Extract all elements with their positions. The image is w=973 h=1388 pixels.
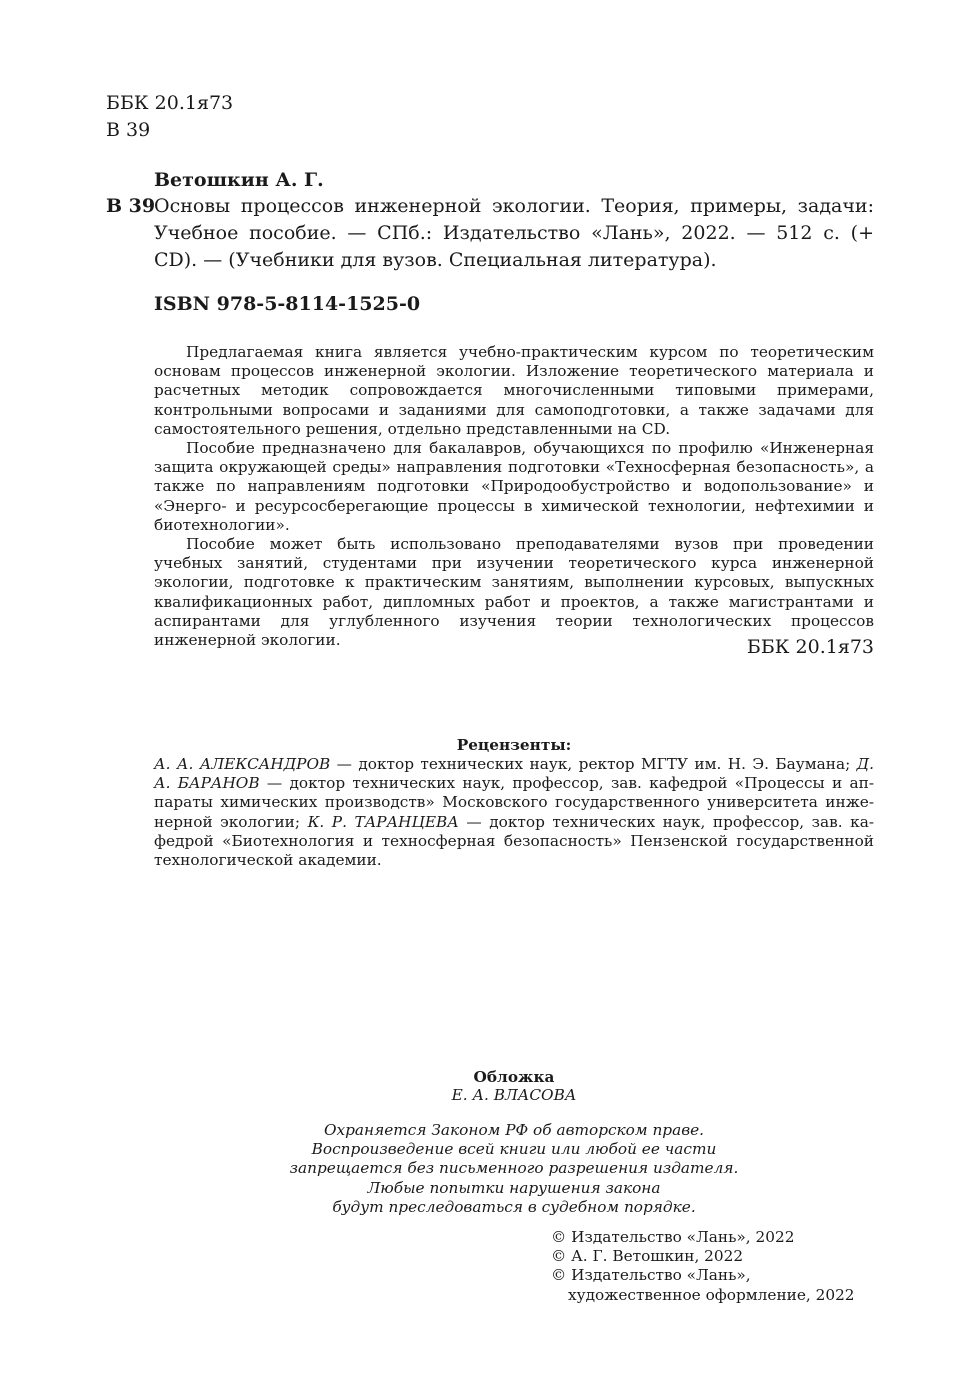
copyright-line: © Издательство «Лань», 2022 [551, 1228, 795, 1246]
reviewer-description: — доктор технических наук, ректор МГТУ им. Н. Э. Баумана; [330, 755, 851, 773]
copyright-line: © А. Г. Ветошкин, 2022 [551, 1247, 744, 1266]
reviewer-name: А. А. АЛЕКСАНДРОВ [154, 755, 331, 773]
copyright-notice-line: Любые попытки нарушения закона [367, 1178, 661, 1197]
reviewer-name: Д. А. БАРАНОВ [154, 755, 874, 793]
author: Ветошкин А. Г. [154, 169, 324, 191]
copyright-notice [154, 1121, 874, 1217]
reviewers-heading: Рецензенты: [456, 736, 572, 754]
copyrights [551, 1228, 881, 1305]
annotation-bbk: ББК 20.1я73 [746, 636, 874, 658]
bibliography-code: В 39 [106, 195, 156, 217]
header-bbk: ББК 20.1я73 [106, 92, 234, 114]
reviewer-description: — доктор технических наук, профессор, зав. кафедрой «Процессы и аппараты химических производств» Московского государственного университета инженерной экологии; [154, 774, 874, 831]
copyright-notice-line: Охраняется Законом РФ об авторском праве. [323, 1121, 705, 1139]
annotation-paragraph: Пособие может быть использовано преподавателями вузов при проведении учебных занятий, студентами при изучении теоретического курса инженерной экологии, подготовке к практическим занятиям, выполнении курсовых, выпускных квалификационных работ, дипломных работ и проектов, а также магистрантами и аспирантами для углубленного изучения теории технологических процессов инженерной экологии. [154, 535, 874, 650]
cover-heading: Обложка [473, 1068, 555, 1086]
copyright-notice-line: запрещается без письменного разрешения издателя. [289, 1159, 739, 1178]
copyright-notice-line: будут преследоваться в судебном порядке. [332, 1197, 696, 1216]
book-title-line1: Основы процессов инженерной экологии. Теория, примеры, задачи: [154, 195, 874, 217]
copyright-notice-line: Воспроизведение всей книги или любой ее части [311, 1140, 717, 1159]
annotation-paragraph: Предлагаемая книга является учебно-практическим курсом по теоретическим основам процессов инженерной экологии. Изложение теоретического материала и расчетных методик сопровождается многочисленными типовыми примерами, контрольными вопросами и заданиями для самоподготовки, а также задачами для самостоятельного решения, отдельно представленными на CD. [154, 343, 874, 438]
reviewer-description: — доктор технических наук, профессор, зав. кафедрой «Биотехнология и техносферная безопасность» Пензенской государственной технологической академии. [154, 812, 874, 870]
book-title-rest: Учебное пособие. — СПб.: Издательство «Лань», 2022. — 512 с. (+ CD). — (Учебники для вузов. Специальная литература). [154, 222, 874, 271]
annotation [154, 343, 874, 650]
annotation-paragraph: Пособие предназначено для бакалавров, обучающихся по профилю «Инженерная защита окружающей среды» направления подготовки «Техносферная безопасность», а также по направлениям подготовки «Природообустройство и водопользование» и «Энерго- и ресурсосберегающие процессы в химической технологии, нефтехимии и биотехнологии». [154, 439, 874, 534]
copyright-line: художественное оформление, 2022 [568, 1285, 855, 1304]
isbn: ISBN 978-5-8114-1525-0 [154, 293, 421, 315]
reviewers-list [154, 755, 874, 870]
header-code: В 39 [106, 119, 151, 141]
cover-designer: Е. А. ВЛАСОВА [451, 1086, 577, 1104]
reviewer-name: К. Р. ТАРАНЦЕВА [307, 812, 459, 831]
copyright-line: © Издательство «Лань», [551, 1266, 751, 1285]
